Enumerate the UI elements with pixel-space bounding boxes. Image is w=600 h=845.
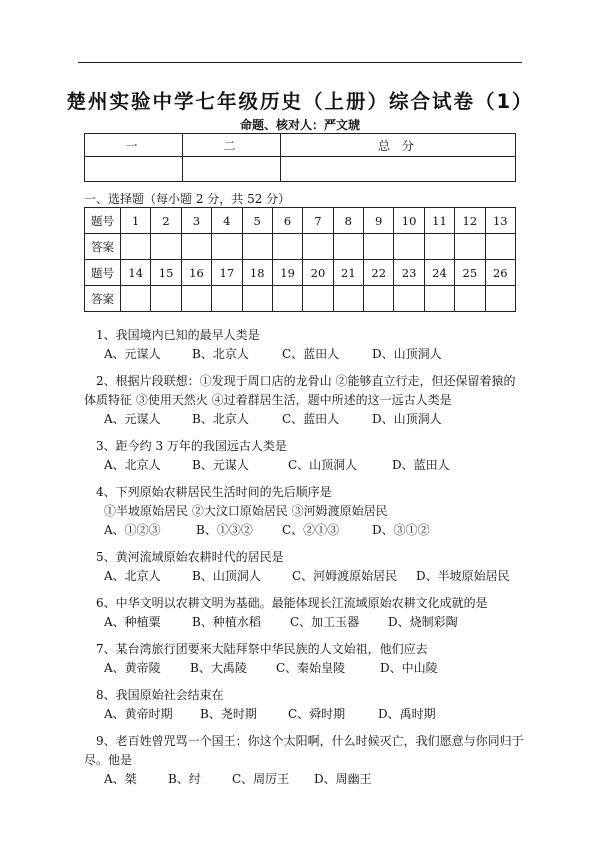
score-table: [84, 133, 516, 182]
question-options: [84, 345, 524, 364]
answer-cell[interactable]: [242, 286, 272, 312]
answer-cell[interactable]: [121, 286, 151, 312]
q-number: 9: [364, 208, 394, 234]
option-d: D、周幽王: [314, 772, 372, 786]
q-number: 8: [333, 208, 363, 234]
number-label: 题号: [85, 260, 121, 286]
q-number: 2: [151, 208, 181, 234]
answer-cell[interactable]: [424, 234, 454, 260]
answer-cell[interactable]: [485, 286, 515, 312]
question-stem: 3、距今约 3 万年的我国远古人类是: [96, 439, 287, 453]
answer-cell[interactable]: [333, 234, 363, 260]
score-cell-total[interactable]: [280, 157, 515, 182]
question-stem: 7、某台湾旅行团要来大陆拜祭中华民族的人文始祖，他们应去: [96, 642, 428, 656]
q-number: 26: [485, 260, 515, 286]
option-b: B、北京人: [192, 347, 249, 361]
q-number: 7: [303, 208, 333, 234]
score-col-1: 一: [85, 134, 183, 157]
answer-cell[interactable]: [455, 286, 485, 312]
q-number: 12: [455, 208, 485, 234]
score-cell-2[interactable]: [182, 157, 280, 182]
option-b: B、大禹陵: [190, 661, 247, 675]
question-options: [84, 456, 524, 475]
option-c: C、山顶洞人: [288, 458, 358, 472]
answer-cell[interactable]: [394, 286, 424, 312]
option-a: A、黄帝时期: [104, 707, 173, 721]
question-stem: 9、老百姓曾咒骂一个国王：你这个太阳啊，什么时候灭亡，我们愿意与你同归于尽。他是: [84, 734, 524, 767]
score-col-2: 二: [182, 134, 280, 157]
question-stem: 5、黄河流域原始农耕时代的居民是: [96, 550, 284, 564]
answer-row-2: [85, 286, 516, 312]
option-c: C、河姆渡原始居民: [292, 569, 398, 583]
score-col-total: 总 分: [280, 134, 515, 157]
option-a: A、北京人: [104, 458, 161, 472]
q-number: 20: [303, 260, 333, 286]
option-b: B、北京人: [192, 412, 249, 426]
answer-cell[interactable]: [333, 286, 363, 312]
question-8: [84, 686, 524, 724]
option-a: A、元谋人: [104, 347, 161, 361]
number-row-1: [85, 208, 516, 234]
question-1: [84, 326, 524, 364]
question-5: [84, 548, 524, 586]
question-stem: 8、我国原始社会结束在: [96, 688, 224, 702]
option-c: C、加工玉器: [290, 615, 360, 629]
number-row-2: [85, 260, 516, 286]
q-number: 18: [242, 260, 272, 286]
option-a: A、桀: [104, 772, 137, 786]
option-a: A、元谋人: [104, 412, 161, 426]
answer-cell[interactable]: [272, 234, 302, 260]
question-options: [84, 567, 524, 586]
question-4: [84, 483, 524, 540]
question-options: [84, 770, 524, 789]
answer-cell[interactable]: [364, 286, 394, 312]
answer-cell[interactable]: [485, 234, 515, 260]
option-a: A、种植粟: [104, 615, 161, 629]
option-c: C、舜时期: [288, 707, 346, 721]
question-list: [84, 326, 524, 797]
answer-cell[interactable]: [364, 234, 394, 260]
option-b: B、山顶洞人: [192, 569, 261, 583]
q-number: 21: [333, 260, 363, 286]
question-6: [84, 594, 524, 632]
option-b: B、纣: [168, 772, 201, 786]
answer-cell[interactable]: [151, 234, 181, 260]
option-a: A、黄帝陵: [104, 661, 161, 675]
section-title: 一、选择题（每小题 2 分，共 52 分）: [84, 192, 291, 206]
q-number: 11: [424, 208, 454, 234]
option-b: B、元谋人: [192, 458, 249, 472]
option-c: C、②①③: [282, 523, 340, 537]
answer-cell[interactable]: [121, 234, 151, 260]
authors-line: 命题、核对人：严文琥: [239, 118, 360, 132]
q-number: 14: [121, 260, 151, 286]
answer-cell[interactable]: [303, 234, 333, 260]
answer-cell[interactable]: [242, 234, 272, 260]
question-stem: 2、根据片段联想：①发现于周口店的龙骨山 ②能够直立行走，但还保留着猿的体质特征 ③使用天然火 ④过着群居生活，题中所述的这一远古人类是: [84, 374, 516, 407]
answer-cell[interactable]: [424, 286, 454, 312]
option-d: D、半坡原始居民: [416, 569, 510, 583]
question-options: [84, 521, 524, 540]
q-number: 16: [181, 260, 211, 286]
q-number: 22: [364, 260, 394, 286]
answer-cell[interactable]: [181, 234, 211, 260]
top-rule: [78, 62, 522, 63]
option-d: D、蓝田人: [392, 458, 450, 472]
option-d: D、③①②: [372, 523, 430, 537]
answer-label: 答案: [85, 234, 121, 260]
q-number: 19: [272, 260, 302, 286]
option-c: C、秦始皇陵: [276, 661, 346, 675]
answer-cell[interactable]: [272, 286, 302, 312]
option-c: C、周厉王: [232, 772, 290, 786]
question-7: [84, 640, 524, 678]
score-cell-1[interactable]: [85, 157, 183, 182]
answer-cell[interactable]: [303, 286, 333, 312]
question-options: [84, 705, 524, 724]
question-stem: 4、下列原始农耕居民生活时间的先后顺序是: [96, 485, 332, 499]
answer-row-1: [85, 234, 516, 260]
q-number: 6: [272, 208, 302, 234]
answer-cell[interactable]: [212, 286, 242, 312]
q-number: 25: [455, 260, 485, 286]
question-stem: 6、中华文明以农耕文明为基础。最能体现长江流域原始农耕文化成就的是: [96, 596, 488, 610]
question-stem-items: ①半坡原始居民 ②大汶口原始居民 ③河姆渡原始居民: [104, 504, 388, 518]
q-number: 23: [394, 260, 424, 286]
option-d: D、山顶洞人: [372, 347, 442, 361]
q-number: 3: [181, 208, 211, 234]
question-options: [84, 659, 524, 678]
question-2: [84, 372, 524, 429]
option-c: C、蓝田人: [282, 412, 340, 426]
question-options: [84, 410, 524, 429]
option-a: A、北京人: [104, 569, 161, 583]
number-label: 题号: [85, 208, 121, 234]
answer-cell[interactable]: [181, 286, 211, 312]
answer-cell[interactable]: [455, 234, 485, 260]
q-number: 4: [212, 208, 242, 234]
option-a: A、①②③: [104, 523, 161, 537]
option-d: D、中山陵: [380, 661, 438, 675]
q-number: 13: [485, 208, 515, 234]
page-title: 楚州实验中学七年级历史（上册）综合试卷（1）: [66, 90, 534, 113]
answer-cell[interactable]: [394, 234, 424, 260]
option-c: C、蓝田人: [282, 347, 340, 361]
q-number: 17: [212, 260, 242, 286]
q-number: 1: [121, 208, 151, 234]
question-9: [84, 732, 524, 789]
question-options: [84, 613, 524, 632]
q-number: 24: [424, 260, 454, 286]
q-number: 5: [242, 208, 272, 234]
question-stem: 1、我国境内已知的最早人类是: [96, 328, 260, 342]
option-d: D、禹时期: [378, 707, 436, 721]
option-b: B、尧时期: [200, 707, 257, 721]
answer-cell[interactable]: [151, 286, 181, 312]
option-b: B、种植水稻: [192, 615, 261, 629]
answer-label: 答案: [85, 286, 121, 312]
question-3: [84, 437, 524, 475]
answer-cell[interactable]: [212, 234, 242, 260]
option-b: B、①③②: [196, 523, 253, 537]
q-number: 15: [151, 260, 181, 286]
option-d: D、烧制彩陶: [388, 615, 458, 629]
q-number: 10: [394, 208, 424, 234]
answer-grid: [84, 207, 516, 312]
option-d: D、山顶洞人: [372, 412, 442, 426]
